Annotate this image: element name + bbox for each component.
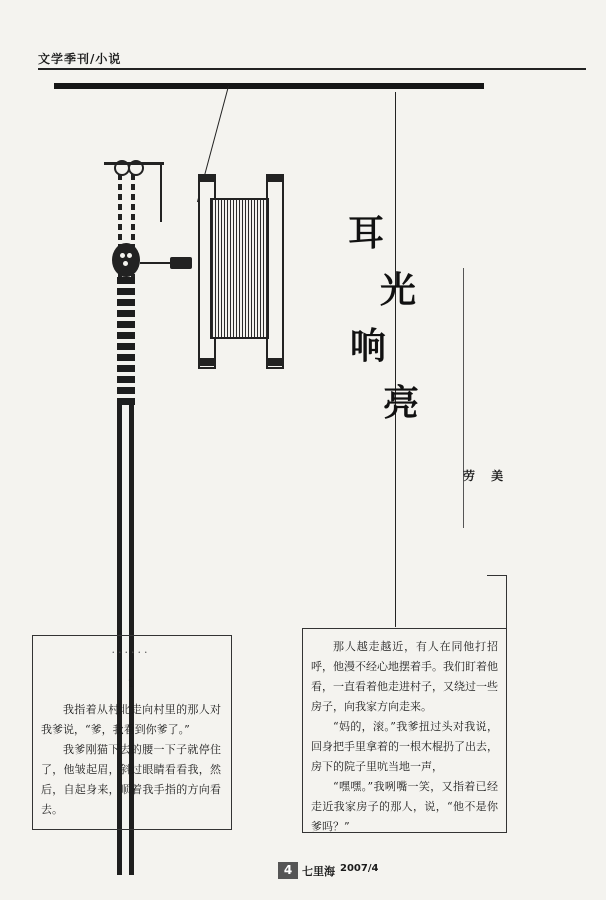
paragraph: 那人越走越近，有人在同他打招呼，他漫不经心地摆着手。我们盯着他看，一直看着他走进村子，又绕过一些房子，向我家方向走来。 — [311, 640, 498, 713]
illustration-top-bar — [54, 83, 484, 89]
magazine-name: 七里海 — [302, 865, 335, 878]
title-char-1: 耳 — [348, 213, 385, 254]
title-char-4: 亮 — [383, 383, 420, 424]
spool-thread — [210, 198, 269, 339]
illustration-striped-stem — [117, 277, 135, 407]
section-number: 1 — [127, 677, 135, 690]
illustration-knob — [170, 257, 192, 269]
text-box-left — [32, 635, 232, 830]
frame-corner-top — [487, 575, 507, 576]
vertical-divider — [395, 92, 396, 627]
illustration-ball — [112, 243, 140, 277]
illustration-knob-stem — [140, 262, 172, 264]
paragraph: 我爹刚猫下去的腰一下子就停住了，他皱起眉，斜过眼睛看看我，然后，自起身来，顺着我手指的方向看去。 — [41, 743, 221, 816]
header-rule — [38, 68, 586, 70]
page-number: 4 — [278, 862, 298, 879]
illustration-hanger — [160, 162, 162, 222]
spool-cap-bottom-left — [198, 358, 216, 366]
spool-cap-bottom-right — [266, 358, 284, 366]
title-char-3: 响 — [350, 326, 387, 367]
paragraph: “妈的，滚。”我爹扭过头对我说，回身把手里拿着的一根木棍扔了出去，房下的院子里吭当地一声， — [311, 720, 498, 773]
paragraph: 我指着从村北走向村里的那人对我爹说，“爹，我看到你爹了。” — [41, 703, 221, 736]
issue-number: 2007/4 — [340, 863, 379, 874]
author-name: 劳 美 — [463, 469, 510, 483]
ellipsis-marker: ...... — [111, 643, 151, 656]
section-label: 文学季刊/小说 — [38, 52, 122, 66]
paragraph: “嘿嘿。”我咧嘴一笑，又指着已经走近我家房子的那人，说，“他不是你爹吗？” — [311, 780, 498, 833]
author-rule — [463, 268, 464, 528]
title-char-2: 光 — [380, 270, 417, 311]
text-box-right — [302, 628, 507, 833]
